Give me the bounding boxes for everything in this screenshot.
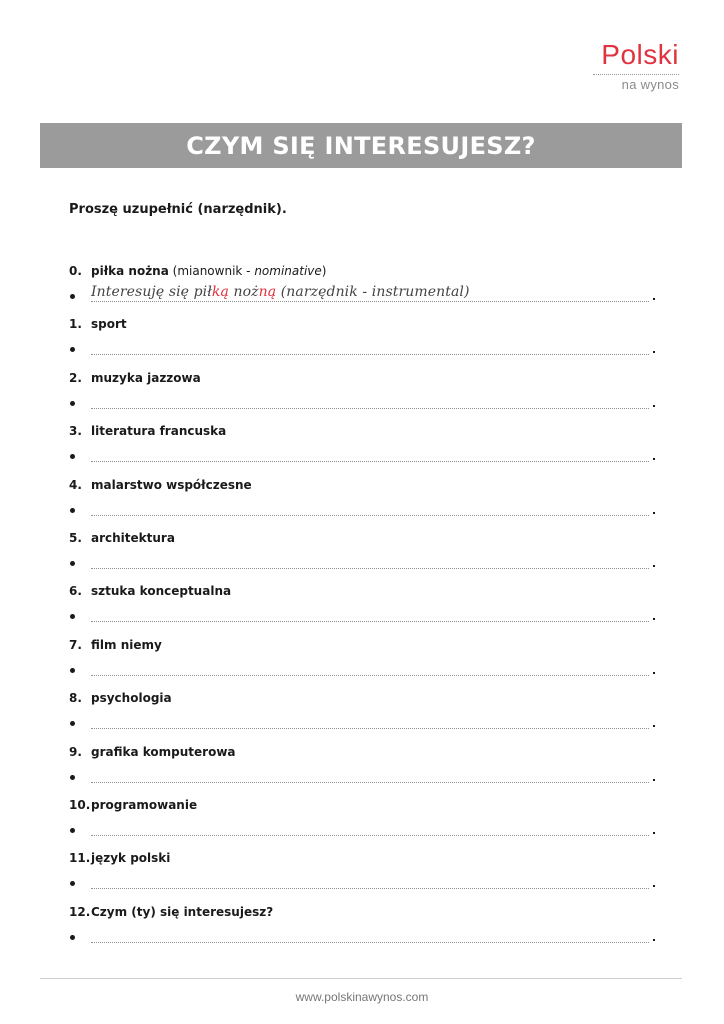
- item-word: muzyka jazzowa: [91, 370, 201, 385]
- item-number: 7.: [69, 637, 82, 652]
- list-item: [69, 797, 655, 850]
- answer-row: [69, 660, 655, 680]
- note-italic: nominative: [254, 264, 322, 278]
- bullet: [70, 561, 75, 566]
- bullet: [70, 614, 75, 619]
- answer-row: [69, 446, 655, 466]
- item-number: 12.: [69, 904, 91, 919]
- line-end-dot: [653, 351, 655, 353]
- list-item: [69, 583, 655, 636]
- answer-row: [69, 393, 655, 413]
- example-item: [69, 263, 655, 316]
- item-prompt: [69, 744, 236, 760]
- answer-line[interactable]: [91, 408, 649, 409]
- answer-row: [69, 927, 655, 947]
- list-item: [69, 316, 655, 369]
- answer-row: [69, 339, 655, 359]
- line-end-dot: [653, 885, 655, 887]
- item-word: architektura: [91, 530, 175, 545]
- answer-text: noż: [228, 284, 259, 300]
- item-word: piłka nożna: [91, 264, 169, 278]
- item-number: 10.: [69, 797, 91, 812]
- title-bar: [40, 123, 682, 168]
- item-number: 3.: [69, 424, 82, 439]
- answer-line[interactable]: [91, 675, 649, 676]
- bullet: [70, 881, 75, 886]
- list-item: [69, 477, 655, 530]
- item-prompt: [69, 904, 273, 920]
- item-prompt: [69, 423, 226, 439]
- answer-row: [69, 713, 655, 733]
- list-item: [69, 744, 655, 797]
- answer-line[interactable]: [91, 835, 649, 836]
- bullet: [70, 935, 75, 940]
- bullet: [70, 721, 75, 726]
- logo-sub-text: na wynos: [621, 77, 679, 92]
- line-end-dot: [653, 565, 655, 567]
- line-end-dot: [653, 298, 655, 300]
- line-end-dot: [653, 405, 655, 407]
- note-prefix: (mianownik -: [168, 264, 255, 278]
- item-word: język polski: [91, 851, 171, 866]
- item-prompt: [69, 850, 170, 866]
- bullet: [70, 508, 75, 513]
- list-item: [69, 370, 655, 423]
- list-item: [69, 904, 655, 957]
- answer-row: [69, 500, 655, 520]
- item-number: 6.: [69, 584, 82, 599]
- example-answer-row: [69, 286, 655, 306]
- list-item: [69, 690, 655, 743]
- answer-line[interactable]: [91, 515, 649, 516]
- bullet: [70, 347, 75, 352]
- item-prompt: [69, 797, 197, 813]
- item-word: grafika komputerowa: [91, 744, 236, 759]
- footer-url: www.polskinawynos.com: [295, 990, 429, 1004]
- item-prompt: [69, 316, 127, 332]
- item-number: 11.: [69, 851, 91, 866]
- item-word: Czym (ty) się interesujesz?: [91, 904, 274, 919]
- answer-line[interactable]: [91, 568, 649, 569]
- item-number: 2.: [69, 370, 82, 385]
- item-word: film niemy: [91, 637, 162, 652]
- item-number: 5.: [69, 530, 82, 545]
- line-end-dot: [653, 512, 655, 514]
- item-word: psychologia: [91, 691, 172, 706]
- answer-row: [69, 606, 655, 626]
- item-number: 9.: [69, 744, 82, 759]
- answer-row: [69, 767, 655, 787]
- list-item: [69, 850, 655, 903]
- answer-line: [91, 301, 649, 302]
- logo-divider: [593, 74, 679, 75]
- list-item: [69, 637, 655, 690]
- item-prompt: [69, 637, 162, 653]
- line-end-dot: [653, 618, 655, 620]
- item-number: 8.: [69, 691, 82, 706]
- page-title: CZYM SIĘ INTERESUJESZ?: [186, 131, 536, 160]
- logo-main-text: Polski: [601, 39, 679, 70]
- line-end-dot: [653, 725, 655, 727]
- list-item: [69, 423, 655, 476]
- line-end-dot: [653, 672, 655, 674]
- answer-line[interactable]: [91, 728, 649, 729]
- item-word: literatura francuska: [91, 424, 227, 439]
- item-prompt: [69, 530, 175, 546]
- bullet: [70, 668, 75, 673]
- logo: [587, 40, 679, 93]
- item-word: sport: [91, 317, 127, 332]
- item-word: programowanie: [91, 797, 198, 812]
- answer-row: [69, 873, 655, 893]
- item-number: 4.: [69, 477, 82, 492]
- answer-text: (narzędnik - instrumental): [276, 284, 470, 300]
- answer-line[interactable]: [91, 354, 649, 355]
- line-end-dot: [653, 939, 655, 941]
- line-end-dot: [653, 779, 655, 781]
- bullet: [70, 294, 75, 299]
- answer-line[interactable]: [91, 888, 649, 889]
- item-word: sztuka konceptualna: [91, 584, 232, 599]
- example-answer: [91, 284, 470, 300]
- list-item: [69, 530, 655, 583]
- answer-line[interactable]: [91, 782, 649, 783]
- answer-ending: ką: [211, 284, 229, 300]
- note-suffix: ): [321, 264, 327, 278]
- item-prompt: [69, 583, 231, 599]
- item-number: 1.: [69, 317, 82, 332]
- example-prompt: [69, 263, 326, 279]
- item-list: [69, 316, 655, 957]
- bullet: [70, 828, 75, 833]
- item-prompt: [69, 477, 252, 493]
- answer-line[interactable]: [91, 461, 649, 462]
- line-end-dot: [653, 458, 655, 460]
- answer-ending: ną: [258, 284, 277, 300]
- item-number: 0.: [69, 264, 82, 278]
- exercise-list: [69, 263, 655, 957]
- line-end-dot: [653, 832, 655, 834]
- item-word: malarstwo współczesne: [91, 477, 252, 492]
- answer-row: [69, 820, 655, 840]
- bullet: [70, 454, 75, 459]
- instruction: Proszę uzupełnić (narzędnik).: [69, 202, 287, 217]
- answer-line[interactable]: [91, 621, 649, 622]
- footer-divider: [40, 978, 682, 979]
- bullet: [70, 775, 75, 780]
- answer-text: Interesuję się pił: [91, 284, 212, 300]
- item-prompt: [69, 370, 201, 386]
- bullet: [70, 401, 75, 406]
- answer-line[interactable]: [91, 942, 649, 943]
- item-prompt: [69, 690, 172, 706]
- answer-row: [69, 553, 655, 573]
